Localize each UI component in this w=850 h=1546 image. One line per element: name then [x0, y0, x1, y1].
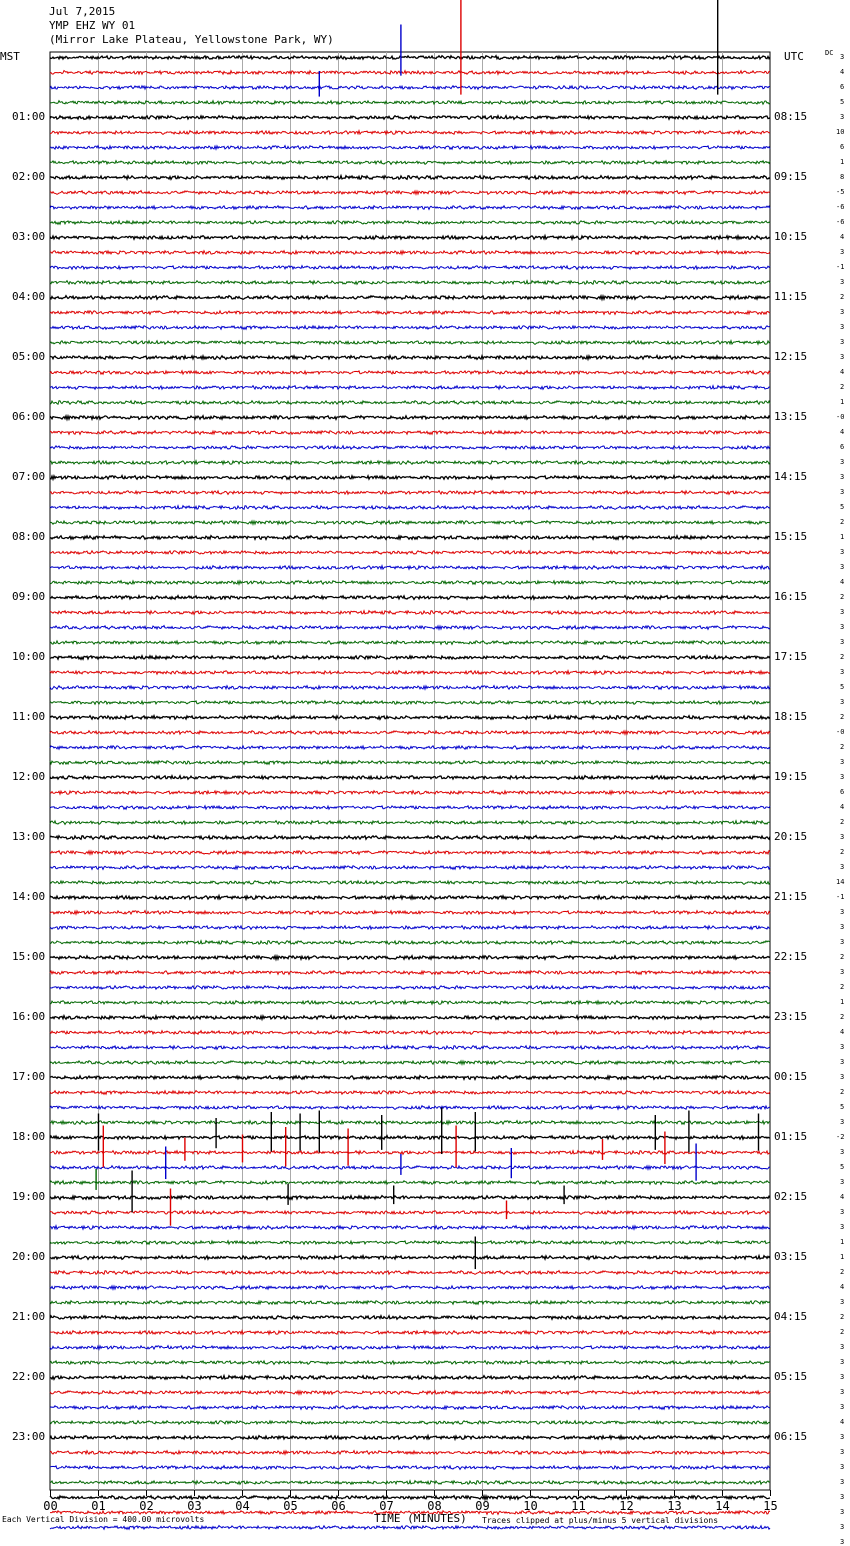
x-tick-label: 05 — [283, 1499, 298, 1513]
trace-row — [50, 86, 770, 90]
dc-offset-value: 3 — [840, 1043, 845, 1051]
utc-hour-label: 09:15 — [774, 170, 808, 183]
dc-offset-value: -1 — [836, 893, 845, 901]
trace-row — [50, 236, 770, 240]
dc-offset-value: 1 — [840, 998, 845, 1006]
dc-offset-value: 3 — [840, 308, 845, 316]
dc-offset-value: 1 — [840, 533, 845, 541]
dc-offset-value: 6 — [840, 83, 845, 91]
trace-row — [50, 611, 770, 615]
mst-hour-label: 11:00 — [12, 710, 46, 723]
dc-offset-value: 3 — [840, 968, 845, 976]
mst-axis-title: MST — [0, 50, 20, 63]
dc-offset-value: 6 — [840, 788, 845, 796]
dc-offset-value: 3 — [840, 338, 845, 346]
x-tick-label: 00 — [43, 1499, 58, 1513]
dc-offset-value: 3 — [840, 113, 845, 121]
dc-offset-value: 14 — [836, 878, 845, 886]
dc-offset-value: 4 — [840, 1028, 845, 1036]
dc-offset-value: 3 — [840, 1148, 845, 1156]
dc-offset-value: 3 — [840, 1463, 845, 1471]
trace-row — [50, 491, 770, 495]
dc-offset-value: 3 — [840, 773, 845, 781]
trace-row — [50, 1271, 770, 1275]
dc-title: DC — [825, 49, 834, 57]
utc-hour-label: 04:15 — [774, 1310, 808, 1323]
trace-row — [50, 281, 770, 285]
dc-offset-value: 4 — [840, 1418, 845, 1426]
mst-hour-label: 18:00 — [12, 1130, 46, 1143]
dc-offset-value: 3 — [840, 1343, 845, 1351]
dc-offset-value: -0 — [836, 728, 845, 736]
x-tick-label: 15 — [763, 1499, 778, 1513]
dc-offset-value: 2 — [840, 593, 845, 601]
trace-row — [50, 1526, 770, 1530]
dc-offset-value: 3 — [840, 1433, 845, 1441]
trace-row — [50, 1481, 770, 1485]
utc-hour-label: 08:15 — [774, 110, 808, 123]
dc-offset-value: 5 — [840, 683, 845, 691]
trace-row — [50, 1286, 770, 1290]
x-tick-label: 13 — [667, 1499, 682, 1513]
trace-row — [50, 1076, 770, 1080]
trace-row — [50, 896, 770, 900]
dc-offset-value: 2 — [840, 713, 845, 721]
trace-row — [50, 446, 770, 450]
trace-row — [50, 761, 770, 765]
trace-row — [50, 1061, 770, 1065]
utc-axis-title: UTC — [784, 50, 804, 63]
dc-offset-value: -1 — [836, 263, 845, 271]
trace-row — [50, 101, 770, 105]
trace-row — [50, 206, 770, 210]
utc-hour-label: 20:15 — [774, 830, 808, 843]
dc-offset-value: 3 — [840, 938, 845, 946]
dc-offset-value: 3 — [840, 1208, 845, 1216]
trace-row — [50, 416, 770, 420]
dc-offset-value: 2 — [840, 518, 845, 526]
dc-offset-value: 2 — [840, 293, 845, 301]
trace-row — [50, 1121, 770, 1125]
dc-offset-value: 1 — [840, 398, 845, 406]
dc-offset-value: -0 — [836, 413, 845, 421]
x-axis-title: TIME (MINUTES) — [374, 1512, 467, 1525]
trace-row — [50, 1331, 770, 1335]
trace-row — [50, 821, 770, 825]
mst-hour-label: 01:00 — [12, 110, 46, 123]
trace-row — [50, 296, 770, 300]
dc-offset-value: 8 — [840, 173, 845, 181]
dc-offset-value: 3 — [840, 473, 845, 481]
trace-row — [50, 776, 770, 780]
dc-offset-value: 3 — [840, 563, 845, 571]
dc-offset-value: 3 — [840, 278, 845, 286]
trace-row — [50, 836, 770, 840]
dc-offset-value: 2 — [840, 1013, 845, 1021]
dc-offset-value: 3 — [840, 1493, 845, 1501]
trace-row — [50, 971, 770, 975]
utc-hour-label: 15:15 — [774, 530, 808, 543]
dc-offset-value: 3 — [840, 248, 845, 256]
dc-offset-value: 4 — [840, 1283, 845, 1291]
mst-hour-label: 07:00 — [12, 470, 46, 483]
dc-offset-value: 4 — [840, 368, 845, 376]
dc-offset-value: 3 — [840, 1298, 845, 1306]
station-location: (Mirror Lake Plateau, Yellowstone Park, WY) — [49, 33, 334, 46]
trace-row — [50, 1346, 770, 1350]
trace-row — [50, 386, 770, 390]
trace-row — [50, 71, 770, 75]
trace-row — [50, 1136, 770, 1140]
trace-row — [50, 1421, 770, 1424]
trace-row — [50, 1316, 770, 1320]
trace-row — [50, 881, 770, 885]
trace-row — [50, 566, 770, 570]
dc-offset-value: 6 — [840, 143, 845, 151]
trace-row — [50, 1376, 770, 1380]
dc-offset-value: 3 — [840, 1388, 845, 1396]
trace-row — [50, 1241, 770, 1245]
trace-row — [50, 161, 770, 165]
dc-offset-value: 3 — [840, 608, 845, 616]
utc-hour-label: 16:15 — [774, 590, 808, 603]
mst-hour-label: 04:00 — [12, 290, 46, 303]
trace-row — [50, 1091, 770, 1095]
dc-offset-value: 3 — [840, 1523, 845, 1531]
utc-hour-label: 05:15 — [774, 1370, 808, 1383]
dc-offset-value: 3 — [840, 758, 845, 766]
dc-offset-value: 2 — [840, 653, 845, 661]
trace-row — [50, 671, 770, 675]
dc-offset-value: 3 — [840, 668, 845, 676]
trace-row — [50, 176, 770, 180]
utc-hour-label: 17:15 — [774, 650, 808, 663]
utc-hour-label: 21:15 — [774, 890, 808, 903]
dc-offset-value: 3 — [840, 1538, 845, 1546]
trace-row — [50, 656, 770, 660]
trace-row — [50, 851, 770, 855]
trace-row — [50, 401, 770, 405]
mst-hour-label: 06:00 — [12, 410, 46, 423]
x-tick-label: 09 — [475, 1499, 490, 1513]
x-tick-label: 03 — [187, 1499, 202, 1513]
dc-offset-value: 2 — [840, 1313, 845, 1321]
trace-row — [50, 986, 770, 989]
trace-row — [50, 1211, 770, 1215]
trace-row — [50, 356, 770, 360]
mst-hour-label: 19:00 — [12, 1190, 46, 1203]
dc-offset-value: 3 — [840, 1118, 845, 1126]
dc-offset-value: 3 — [840, 458, 845, 466]
dc-offset-value: 3 — [840, 638, 845, 646]
utc-hour-label: 23:15 — [774, 1010, 808, 1023]
utc-hour-label: 10:15 — [774, 230, 808, 243]
dc-offset-value: 10 — [836, 128, 845, 136]
dc-offset-value: 6 — [840, 443, 845, 451]
x-tick-label: 01 — [91, 1499, 106, 1513]
dc-offset-value: 1 — [840, 1238, 845, 1246]
dc-offset-value: 3 — [840, 1073, 845, 1081]
dc-offset-value: 3 — [840, 1478, 845, 1486]
trace-row — [50, 1496, 770, 1500]
x-tick-label: 10 — [523, 1499, 538, 1513]
scale-note: Each Vertical Division = 400.00 microvolts — [2, 1515, 205, 1524]
trace-row — [50, 716, 770, 720]
dc-offset-value: 3 — [840, 1508, 845, 1516]
utc-hour-label: 13:15 — [774, 410, 808, 423]
trace-row — [50, 701, 770, 705]
dc-offset-value: 3 — [840, 623, 845, 631]
trace-row — [50, 1451, 770, 1455]
trace-row — [50, 1406, 770, 1410]
utc-hour-label: 18:15 — [774, 710, 808, 723]
utc-hour-label: 03:15 — [774, 1250, 808, 1263]
trace-row — [50, 476, 770, 480]
trace-row — [50, 131, 770, 135]
dc-offset-value: 2 — [840, 1088, 845, 1096]
x-tick-label: 07 — [379, 1499, 394, 1513]
trace-row — [50, 1466, 770, 1470]
dc-offset-value: 3 — [840, 1058, 845, 1066]
trace-row — [50, 911, 770, 915]
dc-offset-value: 4 — [840, 428, 845, 436]
dc-offset-value: 2 — [840, 953, 845, 961]
trace-row — [50, 1046, 770, 1050]
dc-offset-value: 1 — [840, 1253, 845, 1261]
dc-offset-value: 5 — [840, 503, 845, 511]
x-tick-label: 11 — [571, 1499, 586, 1513]
trace-row — [50, 506, 770, 510]
dc-offset-value: 4 — [840, 578, 845, 586]
trace-row — [50, 1151, 770, 1155]
dc-offset-value: -2 — [836, 1133, 845, 1141]
mst-hour-label: 17:00 — [12, 1070, 46, 1083]
trace-row — [50, 1196, 770, 1200]
x-tick-label: 14 — [715, 1499, 730, 1513]
dc-offset-value: -6 — [836, 203, 845, 211]
mst-hour-label: 13:00 — [12, 830, 46, 843]
utc-hour-label: 19:15 — [774, 770, 808, 783]
x-tick-label: 04 — [235, 1499, 250, 1513]
trace-row — [50, 1256, 770, 1260]
dc-offset-value: 2 — [840, 743, 845, 751]
trace-row — [50, 116, 770, 120]
dc-offset-value: 3 — [840, 323, 845, 331]
dc-offset-value: 3 — [840, 1358, 845, 1366]
trace-row — [50, 1016, 770, 1020]
dc-offset-value: 4 — [840, 233, 845, 241]
trace-row — [50, 521, 770, 525]
trace-row — [50, 806, 770, 810]
mst-hour-label: 03:00 — [12, 230, 46, 243]
utc-hour-label: 14:15 — [774, 470, 808, 483]
dc-offset-value: 5 — [840, 1163, 845, 1171]
dc-offset-value: 3 — [840, 908, 845, 916]
dc-offset-value: 3 — [840, 1373, 845, 1381]
trace-row — [50, 1301, 770, 1305]
dc-offset-value: 1 — [840, 158, 845, 166]
mst-hour-label: 12:00 — [12, 770, 46, 783]
dc-offset-value: 3 — [840, 698, 845, 706]
trace-row — [50, 551, 770, 555]
mst-hour-label: 15:00 — [12, 950, 46, 963]
trace-row — [50, 941, 770, 945]
dc-offset-value: 5 — [840, 98, 845, 106]
mst-hour-label: 20:00 — [12, 1250, 46, 1263]
utc-hour-label: 00:15 — [774, 1070, 808, 1083]
dc-offset-value: 3 — [840, 1178, 845, 1186]
dc-offset-value: 3 — [840, 548, 845, 556]
trace-row — [50, 371, 770, 375]
utc-hour-label: 11:15 — [774, 290, 808, 303]
trace-row — [50, 791, 770, 795]
trace-row — [50, 146, 770, 150]
trace-row — [50, 191, 770, 195]
mst-hour-label: 22:00 — [12, 1370, 46, 1383]
utc-hour-label: 12:15 — [774, 350, 808, 363]
dc-offset-value: 2 — [840, 848, 845, 856]
dc-offset-value: 2 — [840, 818, 845, 826]
dc-offset-value: 3 — [840, 53, 845, 61]
trace-row — [50, 1166, 770, 1170]
trace-row — [50, 311, 770, 315]
mst-hour-label: 05:00 — [12, 350, 46, 363]
trace-row — [50, 641, 770, 645]
dc-offset-value: 4 — [840, 1193, 845, 1201]
trace-row — [50, 581, 770, 585]
dc-offset-value: 3 — [840, 1223, 845, 1231]
dc-offset-value: 3 — [840, 488, 845, 496]
dc-offset-value: 2 — [840, 983, 845, 991]
trace-row — [50, 746, 770, 750]
dc-offset-value: 3 — [840, 923, 845, 931]
utc-hour-label: 02:15 — [774, 1190, 808, 1203]
dc-offset-value: 3 — [840, 1448, 845, 1456]
x-tick-label: 06 — [331, 1499, 346, 1513]
mst-hour-label: 16:00 — [12, 1010, 46, 1023]
x-tick-label: 12 — [619, 1499, 634, 1513]
trace-row — [50, 251, 770, 255]
dc-offset-value: 2 — [840, 1268, 845, 1276]
trace-row — [50, 536, 770, 540]
clip-note: Traces clipped at plus/minus 5 vertical divisions — [482, 1516, 719, 1525]
dc-offset-value: 2 — [840, 1328, 845, 1336]
utc-hour-label: 22:15 — [774, 950, 808, 963]
trace-row — [50, 1181, 770, 1185]
dc-offset-value: 3 — [840, 353, 845, 361]
trace-row — [50, 461, 770, 465]
trace-row — [50, 686, 770, 690]
mst-hour-label: 21:00 — [12, 1310, 46, 1323]
trace-row — [50, 221, 770, 225]
trace-row — [50, 596, 770, 600]
dc-offset-value: 3 — [840, 833, 845, 841]
mst-hour-label: 08:00 — [12, 530, 46, 543]
utc-hour-label: 01:15 — [774, 1130, 808, 1143]
dc-offset-value: -6 — [836, 218, 845, 226]
dc-offset-value: 4 — [840, 803, 845, 811]
trace-row — [50, 326, 770, 330]
mst-hour-label: 10:00 — [12, 650, 46, 663]
trace-row — [50, 431, 770, 435]
dc-offset-value: 5 — [840, 1103, 845, 1111]
station-code: YMP EHZ WY 01 — [49, 19, 136, 32]
dc-offset-value: 3 — [840, 1403, 845, 1411]
plot-date: Jul 7,2015 — [49, 5, 116, 18]
dc-offset-value: 4 — [840, 68, 845, 76]
trace-row — [50, 626, 770, 630]
trace-row — [50, 866, 770, 870]
trace-row — [50, 731, 770, 735]
trace-row — [50, 1226, 770, 1230]
mst-hour-label: 23:00 — [12, 1430, 46, 1443]
mst-hour-label: 14:00 — [12, 890, 46, 903]
trace-row — [50, 341, 770, 345]
trace-row — [50, 1436, 770, 1440]
trace-row — [50, 926, 770, 930]
trace-row — [50, 1361, 770, 1365]
trace-row — [50, 1391, 770, 1395]
trace-row — [50, 266, 770, 270]
trace-row — [50, 1031, 770, 1035]
trace-row — [50, 956, 770, 960]
trace-row — [50, 1001, 770, 1005]
x-tick-label: 08 — [427, 1499, 442, 1513]
mst-hour-label: 09:00 — [12, 590, 46, 603]
x-tick-label: 02 — [139, 1499, 154, 1513]
mst-hour-label: 02:00 — [12, 170, 46, 183]
trace-row — [50, 1106, 770, 1110]
dc-offset-value: 2 — [840, 383, 845, 391]
trace-row — [50, 56, 770, 60]
dc-offset-value: -5 — [836, 188, 845, 196]
dc-offset-value: 3 — [840, 863, 845, 871]
utc-hour-label: 06:15 — [774, 1430, 808, 1443]
